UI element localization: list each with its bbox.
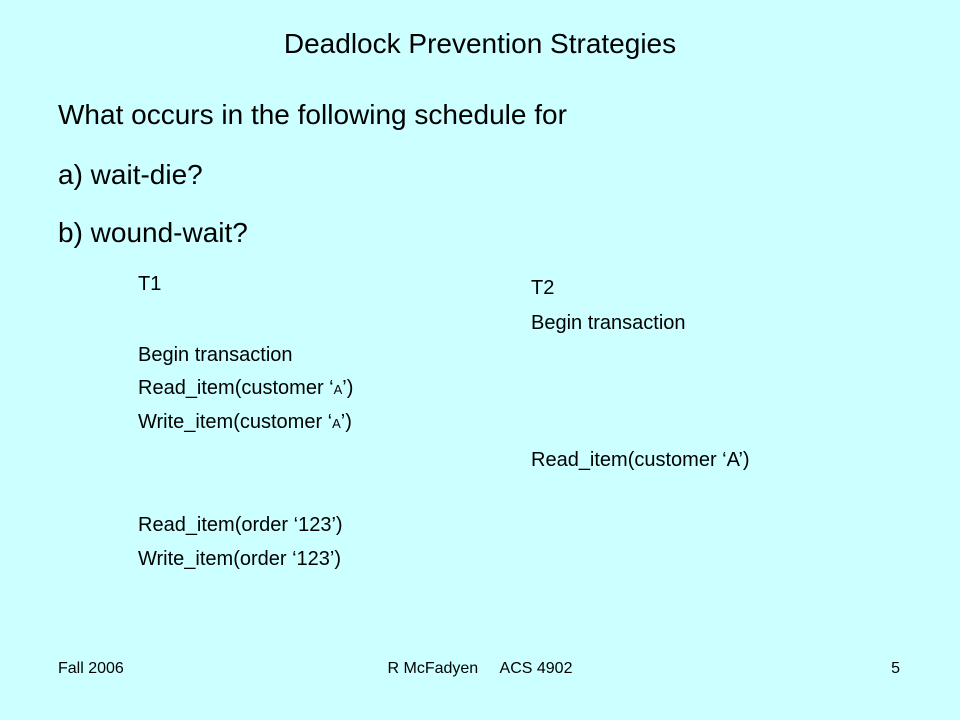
t1-read-customer-suffix: ’) — [342, 377, 354, 399]
question-option-b: b) wound-wait? — [58, 217, 248, 248]
t2-header: T2 — [531, 277, 555, 299]
footer-author-course-text: R McFadyen ACS 4902 — [387, 660, 573, 677]
slide-title: Deadlock Prevention Strategies — [283, 28, 677, 59]
t1-read-customer-value: A — [333, 382, 343, 397]
question-option-a: a) wait-die? — [58, 159, 203, 190]
t1-write-customer-prefix: Write_item(customer ‘ — [138, 411, 333, 433]
t1-begin-transaction: Begin transaction — [138, 344, 293, 366]
t1-write-customer-value: A — [332, 416, 341, 431]
t1-read-order: Read_item(order ‘123’) — [138, 514, 343, 536]
t1-read-customer-prefix: Read_item(customer ‘ — [138, 377, 334, 399]
t1-write-order: Write_item(order ‘123’) — [138, 548, 342, 570]
footer-date: Fall 2006 — [58, 660, 124, 677]
t2-begin-transaction: Begin transaction — [531, 312, 686, 334]
t1-write-customer — [138, 412, 352, 432]
t2-read-customer: Read_item(customer ‘A’) — [531, 449, 750, 471]
t1-write-customer-suffix: ’) — [340, 411, 352, 433]
footer-author-course — [0, 661, 960, 677]
question-line-1: What occurs in the following schedule for — [58, 99, 567, 130]
t1-header: T1 — [138, 273, 162, 295]
footer-page-number: 5 — [891, 660, 900, 677]
t1-read-customer — [138, 378, 353, 398]
